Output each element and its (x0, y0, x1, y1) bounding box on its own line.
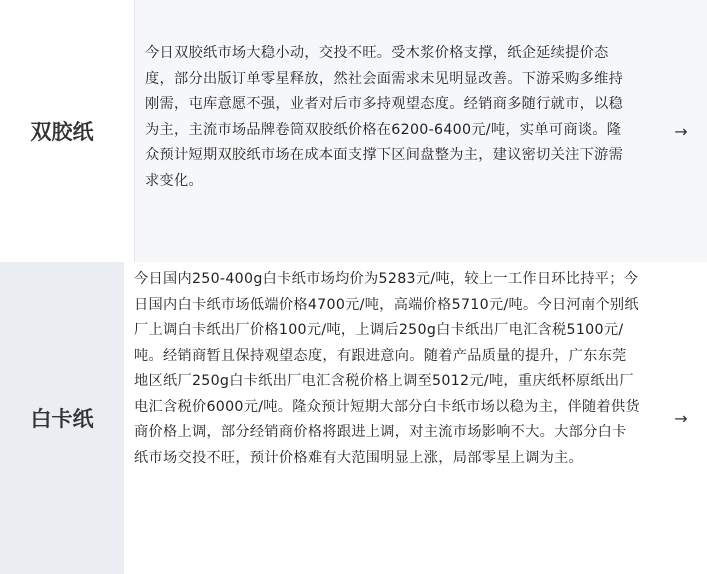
market-commentary: 今日国内250-400g白卡纸市场均价为5283元/吨，较上一工作日环比持平；今日国内白卡纸市场低端价格4700元/吨，高端价格5710元/吨。今日河南个别纸厂上调白卡纸出厂价格100元/吨，上调后250g白卡纸出厂电汇含税5100元/吨。经销商暂且保持观望态度，有跟进意向。随着产品质量的提升，广东东莞地区纸厂250g白卡纸出厂电汇含税价格上调至5012元/吨，重庆纸杯原纸出厂电汇含税价6000元/吨。隆众预计短期大部分白卡纸市场以稳为主，伴随着供货商价格上调，部分经销商价格将跟进上调，对主流市场影响不大。大部分白卡纸市场交投不旺，预计价格难有大范围明显上涨，局部零星上调为主。 (124, 262, 655, 574)
table-row (0, 0, 707, 262)
product-name: 白卡纸 (0, 262, 124, 574)
market-commentary: 今日双胶纸市场大稳小动，交投不旺。受木浆价格支撑，纸企延续提价态度，部分出版订单零星释放，然社会面需求未见明显改善。下游采购多维持刚需，屯库意愿不强，业者对后市多持观望态度。经销商多随行就市，以稳为主，主流市场品牌卷筒双胶纸价格在6200-6400元/吨，实单可商谈。隆众预计短期双胶纸市场在成本面支撑下区间盘整为主，建议密切关注下游需求变化。 (134, 0, 655, 262)
arrow-right-icon[interactable]: → (655, 0, 707, 262)
arrow-right-icon[interactable]: → (655, 262, 707, 574)
table-row (0, 262, 707, 574)
product-name: 双胶纸 (0, 0, 124, 262)
